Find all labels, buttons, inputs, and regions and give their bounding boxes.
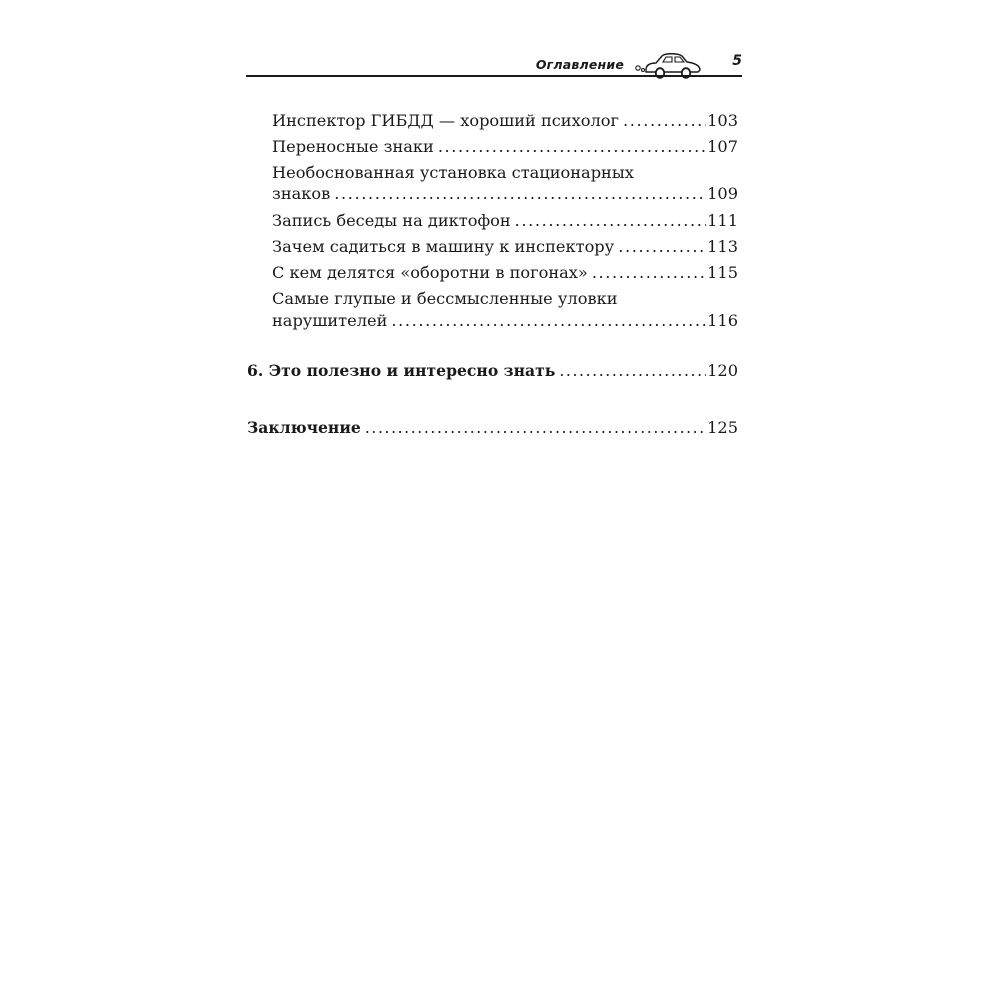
- toc-dot-leader: [391, 311, 706, 331]
- toc-entry: [272, 184, 738, 204]
- toc-entry-label: Зачем садиться в машину к инспектору: [272, 237, 615, 256]
- toc-entry: [272, 137, 738, 157]
- toc-entry-page: 103: [707, 111, 738, 130]
- toc-entry-label: Запись беседы на диктофон: [272, 211, 511, 230]
- header-title: Оглавление: [535, 57, 624, 72]
- toc-dot-leader: [334, 184, 706, 204]
- toc-dot-leader: [592, 263, 706, 283]
- toc-chapter-label: 6. Это полезно и интересно знать: [247, 361, 556, 380]
- toc-entry-label-line1: Самые глупые и бессмысленные уловки: [272, 289, 618, 308]
- toc-entry-label: Переносные знаки: [272, 137, 434, 156]
- toc-entry-label: С кем делятся «оборотни в погонах»: [272, 263, 588, 282]
- toc-dot-leader: [438, 137, 706, 157]
- toc-dot-leader: [618, 237, 706, 257]
- toc-entry: [272, 263, 738, 283]
- toc-chapter-page: 125: [707, 418, 738, 437]
- toc-chapter-label: Заключение: [247, 418, 361, 437]
- toc-entry: [272, 211, 738, 231]
- toc-entry-page: 111: [707, 211, 738, 230]
- toc-entry-page: 115: [707, 263, 738, 282]
- toc-dot-leader: [623, 111, 706, 131]
- toc-dot-leader: [515, 211, 706, 231]
- toc-entry-page: 116: [707, 311, 738, 330]
- toc-entry-label-line1: Необоснованная установка стационарных: [272, 163, 634, 182]
- toc-chapter-page: 120: [707, 361, 738, 380]
- toc-entry-page: 109: [707, 184, 738, 203]
- toc-entry-label: нарушителей: [272, 311, 388, 330]
- toc-chapter: [247, 418, 738, 438]
- header-page-number: 5: [732, 53, 742, 69]
- toc-entry-page: 113: [707, 237, 738, 256]
- toc-entry: [272, 311, 738, 331]
- toc-entry: [272, 237, 738, 257]
- toc-entry-label: знаков: [272, 184, 331, 203]
- toc-chapter: [247, 361, 738, 381]
- toc-entry-label: Инспектор ГИБДД — хороший психолог: [272, 111, 619, 130]
- toc-dot-leader: [559, 361, 706, 381]
- toc-dot-leader: [365, 418, 706, 438]
- toc-entry: [272, 111, 738, 131]
- toc-entry-page: 107: [707, 137, 738, 156]
